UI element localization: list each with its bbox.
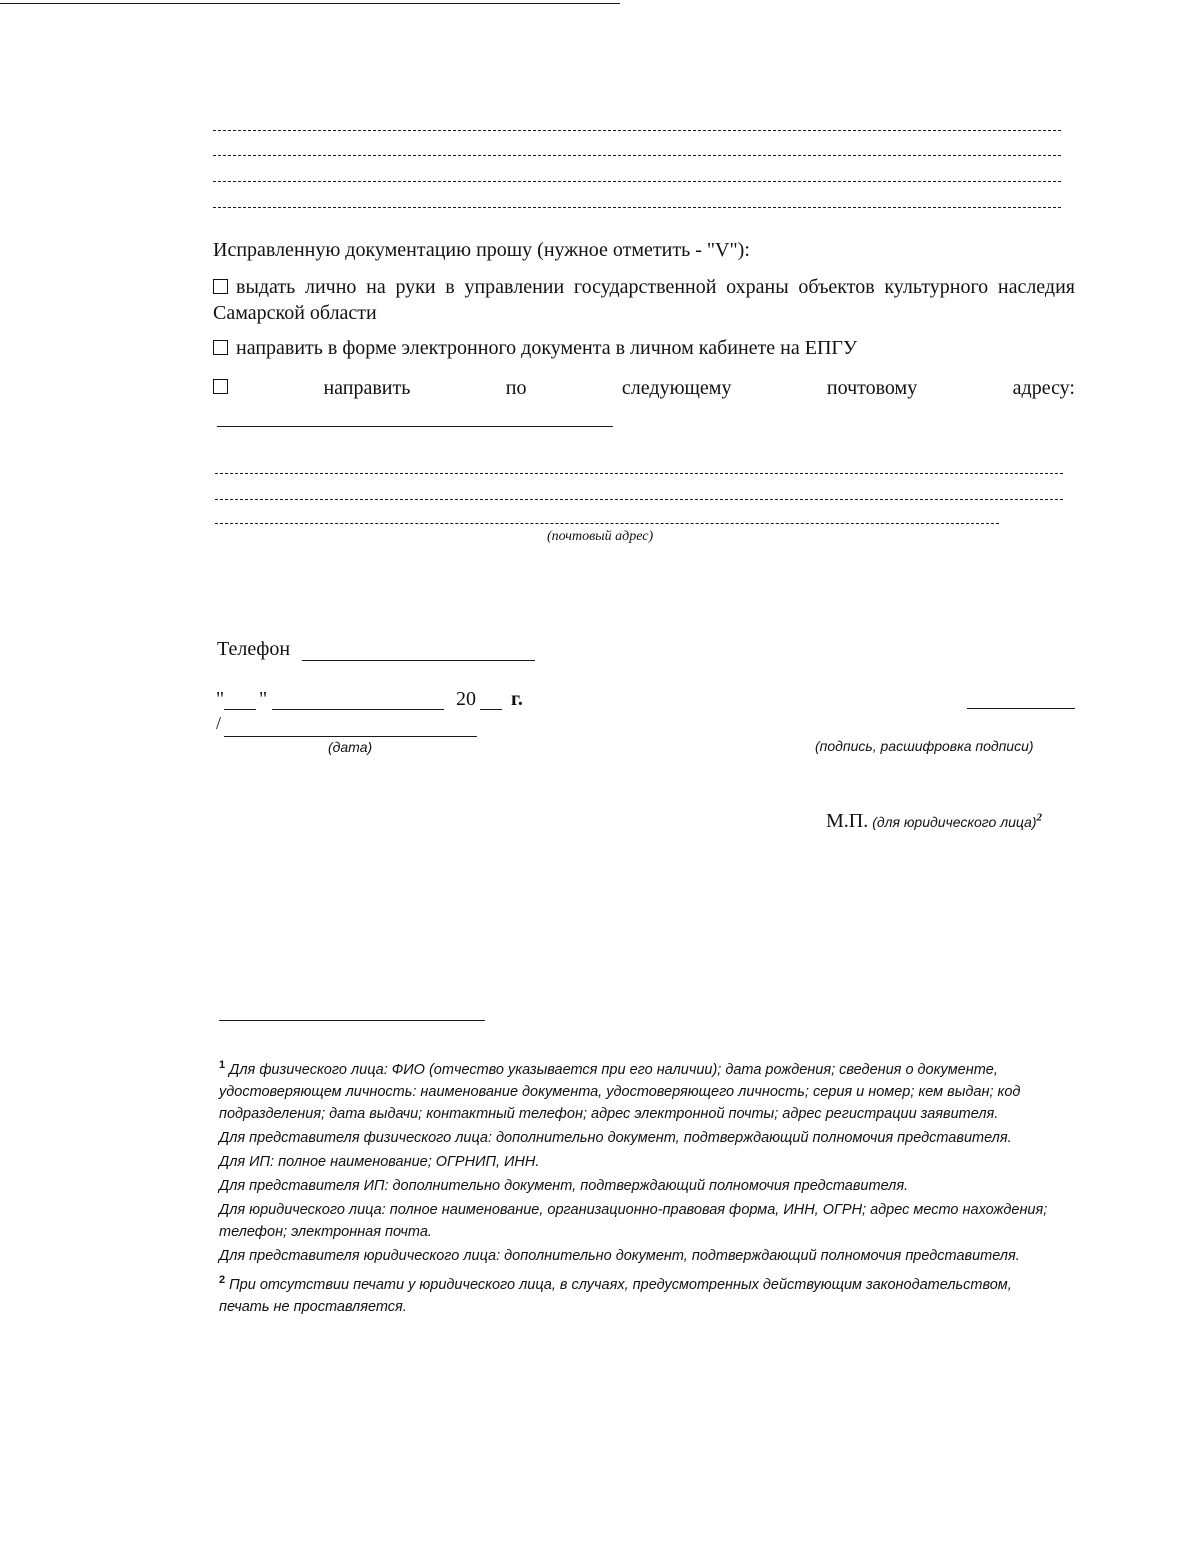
delivery-option-post[interactable] [213,377,1075,400]
signature-caption: (подпись, расшифровка подписи) [815,738,1034,754]
footnote-mark: 2 [219,1273,226,1286]
checkbox[interactable] [213,279,228,294]
seal-footnote-mark: 2 [1036,811,1043,824]
footnote-text: Для представителя ИП: дополнительно документ, подтверждающий полномочия представителя. [219,1177,909,1194]
delivery-option-epgu[interactable] [213,337,1075,360]
seal-block [826,810,1086,833]
footnote-2 [219,1269,1019,1318]
date-slash: / [216,713,222,733]
date-year-suffix: г. [511,688,523,710]
seal-note: (для юридического лица) [872,814,1037,830]
footnote-text: Для юридического лица: полное наименование, организационно-правовая форма, ИНН, ОГРН; адрес место нахождения; телефон; электронная почта. [219,1201,1048,1240]
phone-field[interactable] [302,660,535,661]
date-quote-close: " [259,688,268,710]
blank-line [213,207,1061,208]
footnotes [219,1054,1079,1320]
delivery-intro: Исправленную документацию прошу (нужное отметить - "V"): [213,239,750,261]
checkbox[interactable] [213,379,228,394]
footnote-1 [219,1054,1079,1125]
footnote-separator [219,1020,485,1021]
postal-address-field[interactable] [217,426,613,427]
post-word: почтовому [826,377,918,399]
post-word: адресу: [1012,377,1075,399]
postal-address-field[interactable] [215,473,1063,474]
date-field[interactable] [224,736,477,737]
signature-field[interactable] [967,708,1075,709]
postal-address-field[interactable] [215,499,1063,500]
post-word: направить [323,377,411,399]
option-in-person-label: выдать лично на руки в управлении государственной охраны объектов культурного наследия Самарской области [213,276,1075,324]
footnote-text: Для представителя физического лица: дополнительно документ, подтверждающий полномочия представителя. [219,1129,1012,1146]
date-caption: (дата) [328,739,373,755]
footnote-text: При отсутствии печати у юридического лица, в случаях, предусмотренных действующим законодательством, печать не проставляется. [219,1276,1012,1315]
footnote-mark: 1 [219,1059,226,1071]
postal-address-field[interactable] [215,523,999,524]
date-quote-open: " [216,688,225,710]
post-word: следующему [621,377,732,399]
top-edge-line [0,3,620,4]
date-day-field[interactable] [224,709,256,710]
seal-label: М.П. [826,810,869,832]
phone-label: Телефон [217,638,291,660]
footnote-text: Для ИП: полное наименование; ОГРНИП, ИНН. [219,1153,540,1170]
footnote-text: Для представителя юридического лица: дополнительно документ, подтверждающий полномочия представителя. [219,1247,1020,1264]
postal-address-caption: (почтовый адрес) [547,529,654,544]
delivery-option-in-person[interactable] [213,274,1075,326]
blank-line [213,155,1061,156]
blank-line [213,181,1061,182]
post-word: по [505,377,527,399]
blank-line [213,130,1061,131]
option-epgu-label: направить в форме электронного документа в личном кабинете на ЕПГУ [236,337,858,359]
date-year-field[interactable] [480,709,502,710]
footnote-text: Для физического лица: ФИО (отчество указывается при его наличии); дата рождения; сведения о документе, удостоверяющем личность: наименование документа, удостоверяющего личность; серия и номер; кем выдан; код подразделения; дата выдачи; контактный телефон; адрес электронной почты; адрес регистрации заявителя. [219,1061,1021,1122]
date-month-field[interactable] [272,709,444,710]
date-year-prefix: 20 [456,688,476,710]
checkbox[interactable] [213,340,228,355]
